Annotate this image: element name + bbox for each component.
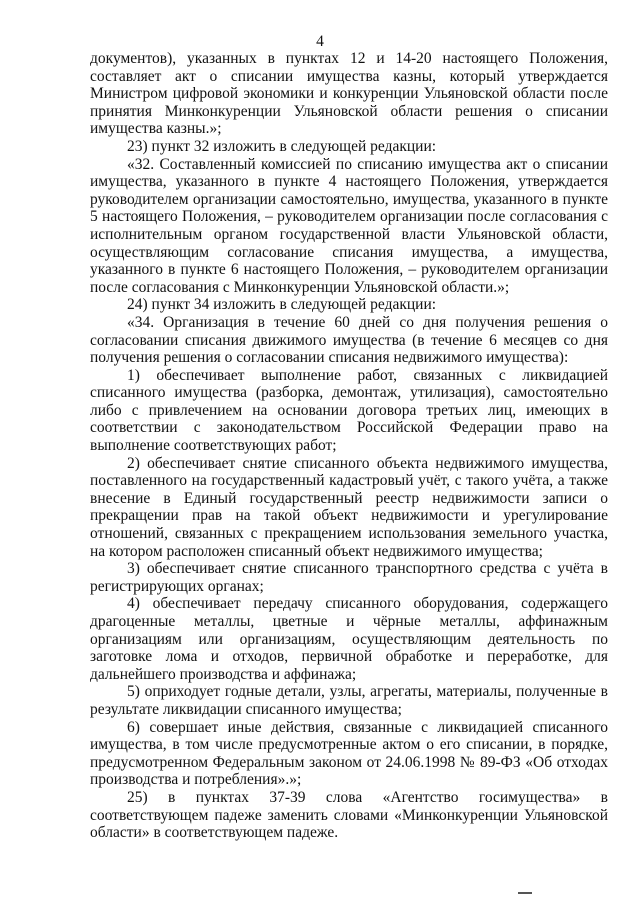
- document-body: [90, 50, 608, 842]
- paragraph-clause-32: «32. Составленный комиссией по списанию имущества акт о списании имущества, указанного в пункте 4 настоящего Положения, утверждается руководителем организации самостоятельно, имущества, указанного в пункте 5 настоящего Положения, – руководителем организации после согласования с исполнительным органом государственной власти Ульяновской области, осуществляющим согласование списания имущества, а имущества, указанного в пункте 6 настоящего Положения, – руководителем организации после согласования с Минконкуренции Ульяновской области.»;: [90, 155, 608, 296]
- paragraph-item-24: 24) пункт 34 изложить в следующей редакции:: [127, 296, 437, 314]
- scan-mark: [518, 892, 532, 894]
- paragraph-subitem-6: 6) совершает иные действия, связанные с ликвидацией списанного имущества, в том числе предусмотренные актом о его списании, в порядке, предусмотренном Федеральным законом от 24.06.1998 № 89-ФЗ «Об отходах производства и потребления».»;: [90, 718, 608, 789]
- paragraph-subitem-1: 1) обеспечивает выполнение работ, связанных с ликвидацией списанного имущества (разборка, демонтаж, утилизация), самостоятельно либо с привлечением на основании договора третьих лиц, имеющих в соответствии с законодательством Российской Федерации право на выполнение соответствующих работ;: [90, 366, 608, 455]
- paragraph-continuation: документов), указанных в пунктах 12 и 14-20 настоящего Положения, составляет акт о списании имущества казны, который утверждается Министром цифровой экономики и конкуренции Ульяновской области после принятия Минконкуренции Ульяновской области решения о списании имущества казны.»;: [90, 50, 608, 138]
- page-number: 4: [316, 33, 324, 50]
- paragraph-subitem-4: 4) обеспечивает передачу списанного оборудования, содержащего драгоценные металлы, цветные и чёрные металлы, аффинажным организациям или организациям, осуществляющим деятельность по заготовке лома и отходов, первичной обработке и переработке, для дальнейшего производства и аффинажа;: [90, 595, 608, 683]
- paragraph-subitem-3: 3) обеспечивает снятие списанного транспортного средства с учёта в регистрирующих органах;: [90, 560, 608, 595]
- paragraph-subitem-2: 2) обеспечивает снятие списанного объекта недвижимого имущества, поставленного на государственный кадастровый учёт, с такого учёта, а также внесение в Единый государственный реестр недвижимости записи о прекращении прав на такой объект недвижимости и урегулирование отношений, связанных с прекращением использования земельного участка, на котором расположен списанный объект недвижимого имущества;: [90, 454, 608, 560]
- paragraph-clause-34: «34. Организация в течение 60 дней со дня получения решения о согласовании списания движимого имущества (в течение 6 месяцев со дня получения решения о согласовании списания недвижимого имущества):: [90, 313, 608, 367]
- paragraph-subitem-5: 5) оприходует годные детали, узлы, агрегаты, материалы, полученные в результате ликвидации списанного имущества;: [90, 683, 608, 718]
- paragraph-item-23: 23) пункт 32 изложить в следующей редакции:: [127, 137, 437, 155]
- paragraph-item-25: 25) в пунктах 37-39 слова «Агентство госимущества» в соответствующем падеже заменить словами «Минконкуренции Ульяновской области» в соответствующем падеже.: [90, 788, 608, 842]
